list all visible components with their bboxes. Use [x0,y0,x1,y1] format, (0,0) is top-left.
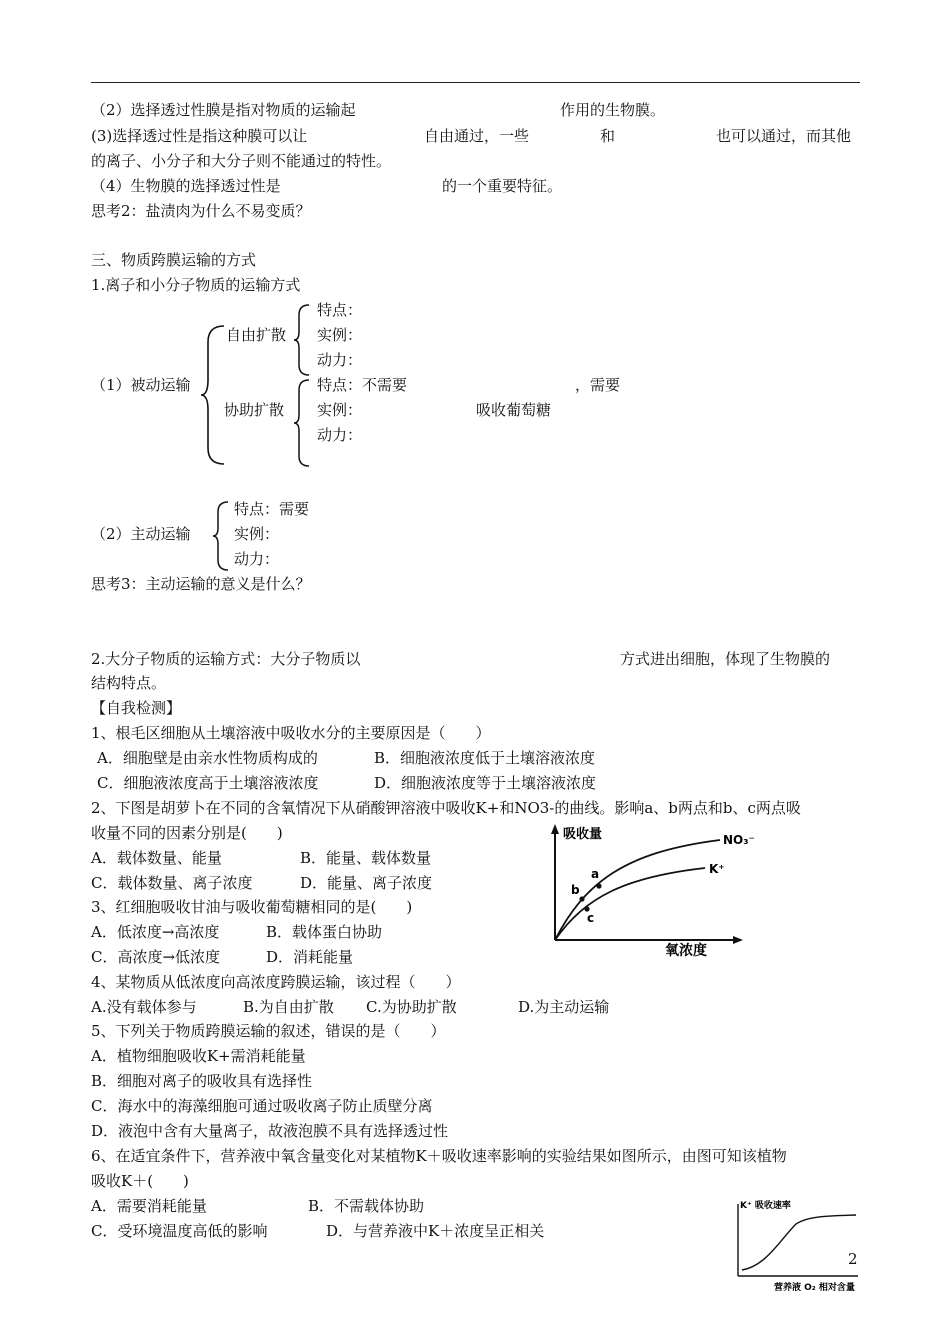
fig1-point-b-label: b [571,883,580,897]
header-rule [91,82,860,83]
k-rate-curve [742,1215,856,1270]
fig1-no3-label: NO₃⁻ [723,833,755,847]
passive-transport-label: （1）被动运输 [91,376,191,394]
fig1-ylabel: 吸收量 [563,827,603,842]
active-transport-label: （2）主动运输 [91,525,191,543]
text-line: （4）生物膜的选择透过性是 [91,177,281,195]
assisted-example: 实例： [317,401,363,419]
free-power: 动力： [317,351,363,369]
text-line: 2.大分子物质的运输方式：大分子物质以 [91,650,361,668]
option: C．高浓度→低浓度 [91,948,221,966]
question-6: 6、在适宜条件下，营养液中氧含量变化对某植物K＋吸收速率影响的实验结果如图所示，由图可知该植物 [91,1147,787,1165]
option: B．能量、载体数量 [300,849,432,867]
option: A.没有载体参与 [91,998,197,1016]
point-b [579,896,584,901]
option: A．植物细胞吸收K+需消耗能量 [91,1047,306,1065]
self-test-header: 【自我检测】 [91,699,182,717]
text-line: (3)选择透过性是指这种膜可以让 [91,127,308,145]
fig1-point-a-label: a [591,867,600,881]
text-line: 和 [600,127,616,145]
option: A．低浓度→高浓度 [91,923,220,941]
active-example: 实例： [234,525,280,543]
page-number: 2 [848,1250,858,1268]
assisted-trait-need: ，需要 [575,376,621,394]
free-diffusion-label: 自由扩散 [226,326,287,344]
option: A．细胞壁是由亲水性物质构成的 [97,749,318,767]
question-2-cont: 收量不同的因素分别是( ) [91,824,283,842]
option: C．受环境温度高低的影响 [91,1222,268,1240]
option: B．不需载体协助 [308,1197,425,1215]
assisted-power: 动力： [317,426,363,444]
assisted-diffusion-label: 协助扩散 [224,401,285,419]
option: C.为协助扩散 [366,998,457,1016]
point-a [596,883,601,888]
section-title: 三、物质跨膜运输的方式 [91,251,257,269]
absorption-curve-figure [545,822,755,959]
option: B．细胞对离子的吸收具有选择性 [91,1072,313,1090]
text-line: 结构特点。 [91,674,167,692]
option: A．需要消耗能量 [91,1197,207,1215]
think-question: 思考3：主动运输的意义是什么？ [91,575,311,593]
text-line: 自由通过，一些 [424,127,530,145]
option: B.为自由扩散 [243,998,334,1016]
text-line: 方式进出细胞，体现了生物膜的 [620,650,831,668]
active-power: 动力： [234,550,280,568]
fig2-ylabel: K⁺ 吸收速率 [740,1201,791,1211]
option: B．细胞液浓度低于土壤溶液浓度 [374,749,596,767]
y-axis-arrow-icon [551,824,559,834]
free-diffusion-brace-icon [293,303,313,377]
active-brace-icon [212,500,232,572]
free-example: 实例： [317,326,363,344]
option: D．能量、离子浓度 [300,874,433,892]
free-trait: 特点： [317,301,363,319]
k-rate-figure [728,1196,878,1296]
option: D．液泡中含有大量离子，故液泡膜不具有选择透过性 [91,1122,449,1140]
text-line: 作用的生物膜。 [560,101,666,119]
text-line: 也可以通过，而其他 [716,127,852,145]
assisted-trait: 特点：不需要 [317,376,408,394]
option: D.为主动运输 [518,998,610,1016]
no3-curve [555,840,720,940]
option: D．消耗能量 [266,948,354,966]
question-6-cont: 吸收K＋( ) [91,1172,189,1190]
fig2-xlabel: 营养液 O₂ 相对含量 [774,1283,855,1293]
question-1: 1、根毛区细胞从土壤溶液中吸收水分的主要原因是（ ） [91,724,491,742]
text-line: 的一个重要特征。 [442,177,563,195]
question-4: 4、某物质从低浓度向高浓度跨膜运输，该过程（ ） [91,973,461,991]
text-line: （2）选择透过性膜是指对物质的运输起 [91,101,356,119]
fig1-point-c-label: c [587,911,595,925]
assisted-example-glucose: 吸收葡萄糖 [476,401,552,419]
option: B．载体蛋白协助 [266,923,383,941]
fig1-k-label: K⁺ [709,862,725,876]
assisted-diffusion-brace-icon [293,378,313,468]
text-line: 的离子、小分子和大分子则不能通过的特性。 [91,152,392,170]
passive-brace-icon [200,324,230,466]
question-3: 3、红细胞吸收甘油与吸收葡萄糖相同的是( ) [91,898,413,916]
option: D．与营养液中K＋浓度呈正相关 [326,1222,545,1240]
option: A．载体数量、能量 [91,849,222,867]
question-5: 5、下列关于物质跨膜运输的叙述，错误的是（ ） [91,1022,446,1040]
option: D．细胞液浓度等于土壤溶液浓度 [374,774,597,792]
question-2: 2、下图是胡萝卜在不同的含氧情况下从硝酸钾溶液中吸收K+和NO3-的曲线。影响a、b两点和b、c两点吸 [91,799,801,817]
option: C．细胞液浓度高于土壤溶液浓度 [97,774,319,792]
option: C．载体数量、离子浓度 [91,874,253,892]
think-question: 思考2：盐渍肉为什么不易变质？ [91,202,311,220]
x-axis-arrow-icon [733,936,743,944]
fig1-xlabel: 氧浓度 [665,943,707,959]
subsection-title: 1.离子和小分子物质的运输方式 [91,276,301,294]
option: C．海水中的海藻细胞可通过吸收离子防止质壁分离 [91,1097,433,1115]
active-trait: 特点：需要 [234,500,310,518]
